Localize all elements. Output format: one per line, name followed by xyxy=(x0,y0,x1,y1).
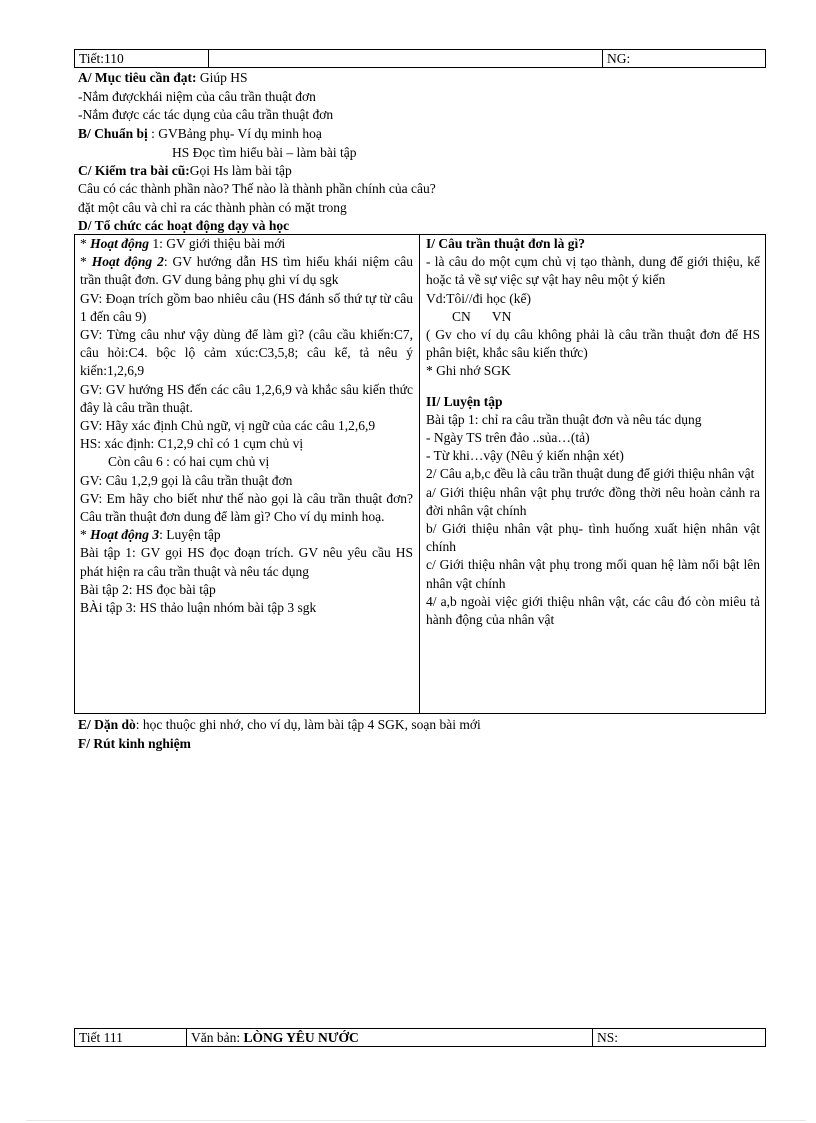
section-a-line1: -Nắm đượckhái niệm của câu trần thuật đơn xyxy=(78,89,316,104)
page-bottom-rule xyxy=(26,1120,806,1121)
section-c-line2: đặt một câu và chỉ ra các thành phàn có mặt trong xyxy=(78,200,347,215)
left-paragraph: GV: Đoạn trích gồm bao nhiêu câu (HS đánh số thứ tự từ câu 1 đến câu 9) xyxy=(80,290,413,324)
right-paragraph: CN VN xyxy=(452,308,512,324)
section-a-rest: Giúp HS xyxy=(196,70,248,85)
right-paragraph: - là câu do một cụm chủ vị tạo thành, dung để giới thiệu, kể hoặc tả về sự việc sự vật hay nêu một ý kiến xyxy=(426,254,760,288)
next-lesson-number: Tiết 111 xyxy=(75,1029,187,1047)
section-e-rest: : học thuộc ghi nhớ, cho ví dụ, làm bài tập 4 SGK, soạn bài mới xyxy=(135,717,481,732)
section-f-title: F/ Rút kinh nghiệm xyxy=(78,736,191,751)
section-b-rest: : GVBảng phụ- Ví dụ minh hoạ xyxy=(147,126,322,141)
right-paragraph: 4/ a,b ngoài việc giới thiệu nhân vật, các câu đó còn miêu tả hành động của nhân vật xyxy=(426,593,760,628)
next-lesson-title-cell xyxy=(187,1029,593,1047)
section-c xyxy=(78,162,292,180)
activity-3: * Hoạt động 3: Luyện tập xyxy=(80,527,221,543)
left-paragraph: GV: Hãy xác định Chủ ngữ, vị ngữ của các câu 1,2,6,9 xyxy=(80,418,376,434)
right-paragraph: - Từ khi…vậy (Nêu ý kiến nhận xét) xyxy=(426,448,624,464)
section-a xyxy=(78,69,248,87)
left-paragraph: Bài tập 1: GV gọi HS đọc đoạn trích. GV nêu yêu cầu HS phát hiện ra câu trần thuật và nêu tác dụng xyxy=(80,545,413,579)
section-b xyxy=(78,125,322,143)
right-paragraph: ( Gv cho ví dụ câu không phải là câu trần thuật đơn để HS phân biệt, khắc sâu kiến thức) xyxy=(426,327,760,361)
lesson-number: Tiết:110 xyxy=(75,50,209,68)
right-paragraph: a/ Giới thiệu nhân vật phụ trước đồng thời nêu hoàn cảnh ra đời nhân vật chính xyxy=(426,484,760,518)
right-paragraph: 2/ Câu a,b,c đều là câu trần thuật dung để giới thiệu nhân vật xyxy=(426,466,755,482)
section-b-line2: HS Đọc tìm hiểu bài – làm bài tập xyxy=(172,145,357,160)
left-paragraph: GV: Em hãy cho biết như thế nào gọi là câu trần thuật đơn? Câu trần thuật đơn dung để làm gì? Cho ví dụ minh hoạ. xyxy=(80,490,413,525)
vanban-label: Văn bản: xyxy=(191,1030,244,1045)
date-ns: NS: xyxy=(593,1029,766,1047)
left-paragraph: HS: xác định: C1,2,9 chỉ có 1 cụm chủ vị xyxy=(80,436,304,452)
vanban-title: LÒNG YÊU NƯỚC xyxy=(243,1030,359,1045)
right-paragraph: * Ghi nhớ SGK xyxy=(426,363,511,379)
left-paragraph: BÀi tập 3: HS thảo luận nhóm bài tập 3 sgk xyxy=(80,600,317,616)
section-c-rest: Gọi Hs làm bài tập xyxy=(189,163,292,178)
right-paragraph: - Ngày TS trên đảo ..sủa…(tả) xyxy=(426,430,590,446)
right-paragraph: Vd:Tôi//đi học (kể) xyxy=(426,290,531,306)
section-b-title: B/ Chuẩn bị xyxy=(78,126,148,141)
section-heading: II/ Luyện tập xyxy=(426,393,503,409)
teacher-activities-column xyxy=(80,235,413,617)
activity-2: * Hoạt động 2: GV hướng dẫn HS tìm hiểu khái niệm câu trần thuật đơn. GV dung bảng phụ ghi ví dụ sgk xyxy=(80,254,414,288)
section-d-title: D/ Tổ chức các hoạt động dạy và học xyxy=(78,218,290,233)
section-a-title: A/ Mục tiêu cần đạt: xyxy=(78,70,197,85)
left-paragraph: GV: Từng câu như vậy dùng để làm gì? (câu cầu khiến:C7, câu hỏi:C4. bộc lộ cảm xúc:C3,5,8; câu kể, tả nêu ý kiến:1,2,6,9 xyxy=(80,327,413,379)
activities-table xyxy=(74,234,766,714)
section-c-title: C/ Kiểm tra bài cũ: xyxy=(78,163,190,178)
lesson-header-table xyxy=(74,49,766,68)
section-e-title: E/ Dặn dò xyxy=(78,717,136,732)
section-heading: I/ Câu trần thuật đơn là gì? xyxy=(426,236,586,251)
activity-1: * Hoạt động 1: GV giới thiệu bài mới xyxy=(80,236,286,251)
left-paragraph: GV: GV hướng HS đến các câu 1,2,6,9 và khắc sâu kiến thức đây là câu trần thuật. xyxy=(80,381,413,415)
next-lesson-header-table xyxy=(74,1028,766,1047)
date-ng: NG: xyxy=(603,50,766,68)
section-e xyxy=(78,716,481,734)
right-paragraph: c/ Giới thiệu nhân vật phụ trong mối quan hệ làm nổi bật lên nhân vật chính xyxy=(426,557,760,591)
right-paragraph: b/ Giới thiệu nhân vật phụ- tình huống xuất hiện nhân vật chính xyxy=(426,521,760,555)
lesson-middle-cell xyxy=(209,50,603,68)
section-c-line1: Câu có các thành phần nào? Thế nào là thành phần chính của câu? xyxy=(78,181,436,196)
left-paragraph: Còn câu 6 : có hai cụm chủ vị xyxy=(108,454,270,470)
content-column xyxy=(426,235,760,629)
left-paragraph: Bài tập 2: HS đọc bài tập xyxy=(80,581,216,597)
right-paragraph: Bài tập 1: chỉ ra câu trần thuật đơn và nêu tác dụng xyxy=(426,411,702,427)
left-paragraph: GV: Câu 1,2,9 gọi là câu trần thuật đơn xyxy=(80,472,293,488)
column-divider xyxy=(419,235,420,713)
section-a-line2: -Nắm được các tác dụng của câu trần thuật đơn xyxy=(78,107,334,122)
